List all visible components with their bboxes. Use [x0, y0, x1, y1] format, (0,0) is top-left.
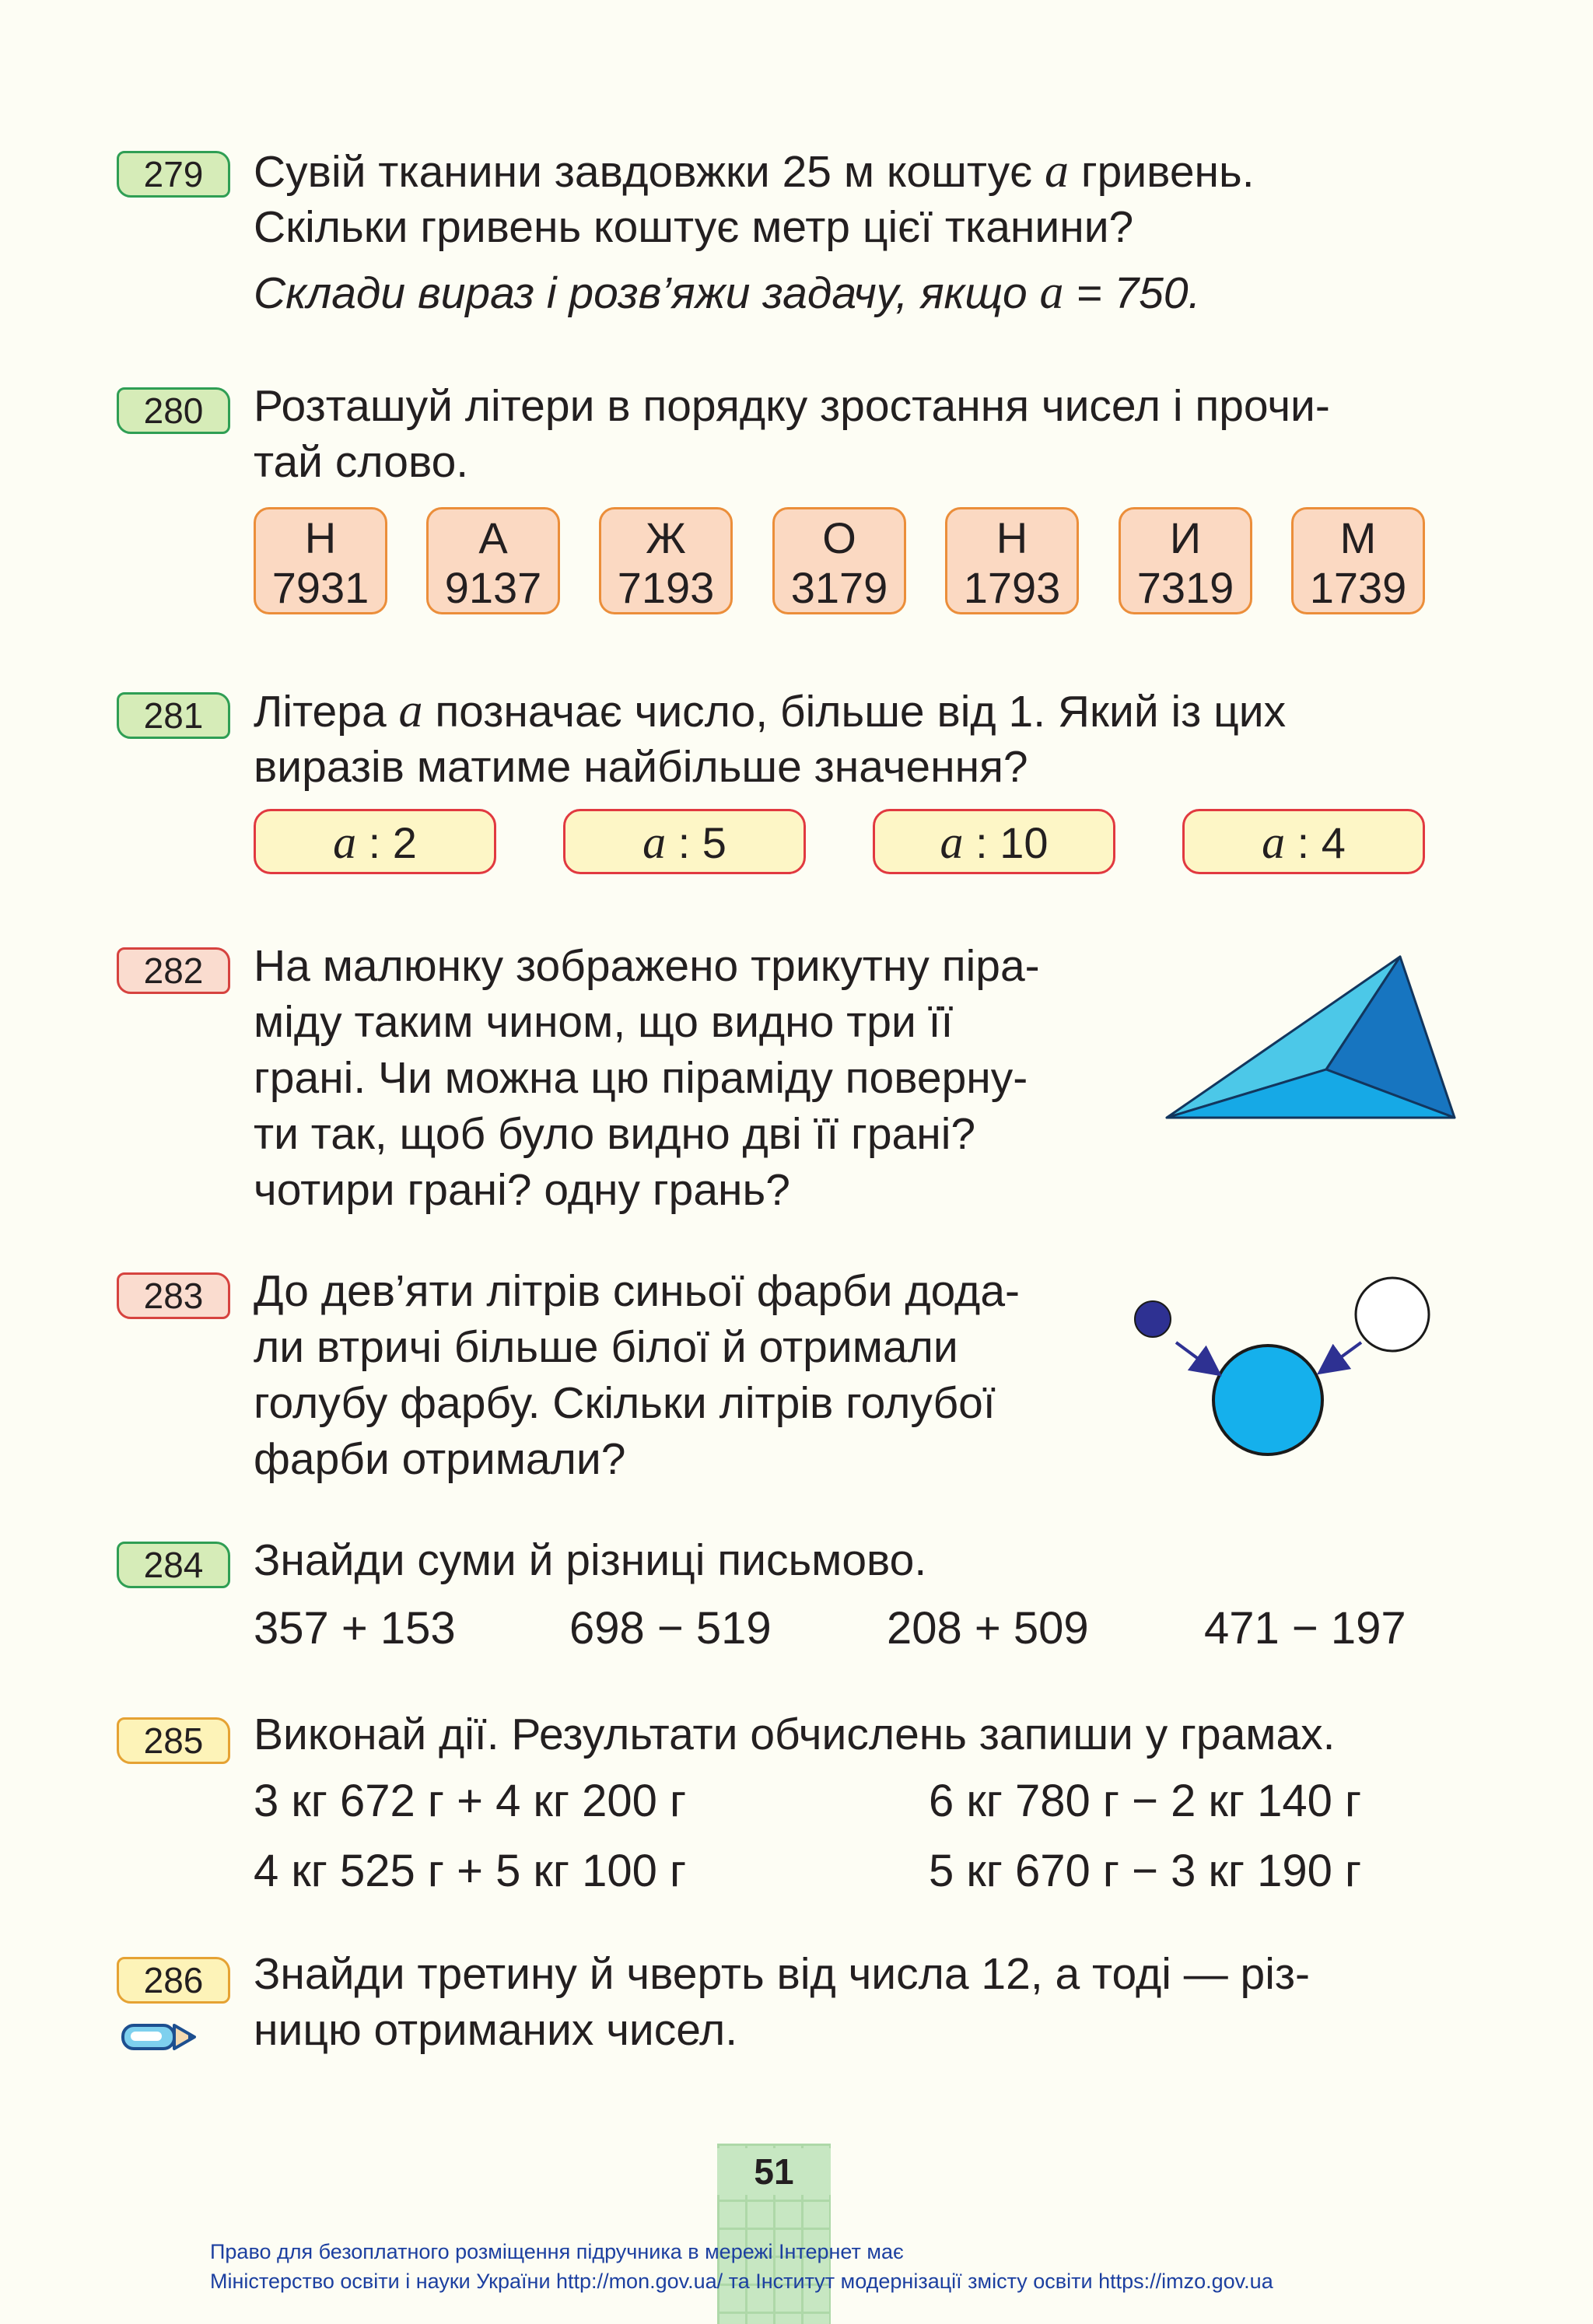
exercise-number: 279 — [117, 151, 230, 198]
exercise-number: 280 — [117, 387, 230, 434]
exercise-text: Сувій тканини завдовжки 25 м коштує а гривень. — [254, 145, 1255, 198]
exercise-line: ли втричі більше білої й отримали — [254, 1322, 958, 1372]
exercise-line: На малюнку зображено трикутну піра- — [254, 941, 1040, 991]
expression: 698 − 519 — [569, 1603, 772, 1654]
exercise-text-line2: виразів матиме найбільше значення? — [254, 742, 1028, 792]
exercise-283 — [117, 1268, 1439, 1501]
letter-tiles — [254, 507, 1436, 616]
expression: 4 кг 525 г + 5 кг 100 г — [254, 1846, 687, 1896]
page-number: 51 — [717, 2148, 831, 2195]
exercise-line: чотири грані? одну грань? — [254, 1165, 790, 1215]
expression-options — [254, 809, 1444, 879]
exercise-286 — [117, 1951, 1439, 2075]
expression: 6 кг 780 г − 2 кг 140 г — [929, 1776, 1362, 1826]
expression: 208 + 509 — [887, 1603, 1089, 1654]
expression: 471 − 197 — [1204, 1603, 1406, 1654]
expression: 5 кг 670 г − 3 кг 190 г — [929, 1846, 1362, 1896]
exercise-number: 285 — [117, 1717, 230, 1764]
letter-tile: Н 7931 — [254, 507, 387, 614]
letter-tile: Ж 7193 — [599, 507, 733, 614]
arrow-from-blue — [1176, 1342, 1212, 1369]
letter-tile: А 9137 — [426, 507, 560, 614]
footer-copyright-line2: Міністерство освіти і науки України http://mon.gov.ua/ та Інститут модернізації змісту освіти https://imzo.gov.ua — [210, 2270, 1273, 2293]
pyramid-illustration — [1159, 943, 1470, 1129]
variable-a: а — [1039, 266, 1064, 319]
exercise-line: міду таким чином, що видно три її — [254, 997, 954, 1047]
exercise-text: Знайди третину й чверть від числа 12, а тоді — різ- — [254, 1949, 1311, 1999]
exercise-text: Виконай дії. Результати обчислень запиши у грамах. — [254, 1710, 1336, 1759]
exercise-line: фарби отримали? — [254, 1434, 626, 1484]
exercise-number: 283 — [117, 1272, 230, 1319]
blue-paint-circle — [1135, 1301, 1171, 1337]
expression: 3 кг 672 г + 4 кг 200 г — [254, 1776, 687, 1826]
exercise-280 — [117, 383, 1439, 632]
white-paint-circle — [1356, 1278, 1429, 1351]
pencil-icon — [120, 2018, 198, 2058]
page-number-tab — [717, 2144, 831, 2324]
light-blue-paint-circle — [1213, 1346, 1322, 1454]
exercise-285 — [117, 1711, 1439, 1913]
exercise-text-line2: ницю отриманих чисел. — [254, 2005, 738, 2055]
expression-option: а : 4 — [1182, 809, 1425, 874]
exercise-number: 284 — [117, 1542, 230, 1588]
exercise-number: 281 — [117, 692, 230, 739]
letter-tile: Н 1793 — [945, 507, 1079, 614]
expression-option: а : 10 — [873, 809, 1115, 874]
exercise-text: Розташуй літери в порядку зростання чисел і прочи- — [254, 381, 1330, 431]
exercise-text-line2: Скільки гривень коштує метр цієї тканини? — [254, 202, 1134, 252]
footer-copyright-line1: Право для безоплатного розміщення підручника в мережі Інтернет має — [210, 2240, 904, 2263]
exercise-number: 282 — [117, 947, 230, 994]
exercise-282 — [117, 943, 1439, 1230]
variable-a: а — [1045, 145, 1070, 198]
letter-tile: О 3179 — [772, 507, 906, 614]
exercise-line: ти так, щоб було видно дві її грані? — [254, 1109, 976, 1159]
variable-a: а — [398, 684, 423, 737]
exercise-text: Знайди суми й різниці письмово. — [254, 1535, 927, 1585]
exercise-279 — [117, 145, 1439, 334]
exercise-line: До дев’яти літрів синьої фарби дода- — [254, 1266, 1021, 1316]
expression-option: а : 5 — [563, 809, 806, 874]
paint-mixing-illustration — [1128, 1268, 1455, 1470]
arrow-from-white — [1327, 1342, 1361, 1367]
exercise-text: Літера а позначає число, більше від 1. Який із цих — [254, 684, 1287, 737]
letter-tile: М 1739 — [1291, 507, 1425, 614]
expression-option: а : 2 — [254, 809, 496, 874]
exercise-task: Склади вираз і розв’яжи задачу, якщо а = 750. — [254, 266, 1201, 319]
exercise-line: грані. Чи можна цю піраміду поверну- — [254, 1053, 1028, 1103]
letter-tile: И 7319 — [1119, 507, 1252, 614]
exercise-line: голубу фарбу. Скільки літрів голубої — [254, 1378, 996, 1428]
exercise-text-line2: тай слово. — [254, 437, 469, 487]
exercise-281 — [117, 684, 1439, 887]
exercise-number: 286 — [117, 1957, 230, 2004]
expression: 357 + 153 — [254, 1603, 456, 1654]
exercise-284 — [117, 1537, 1439, 1669]
